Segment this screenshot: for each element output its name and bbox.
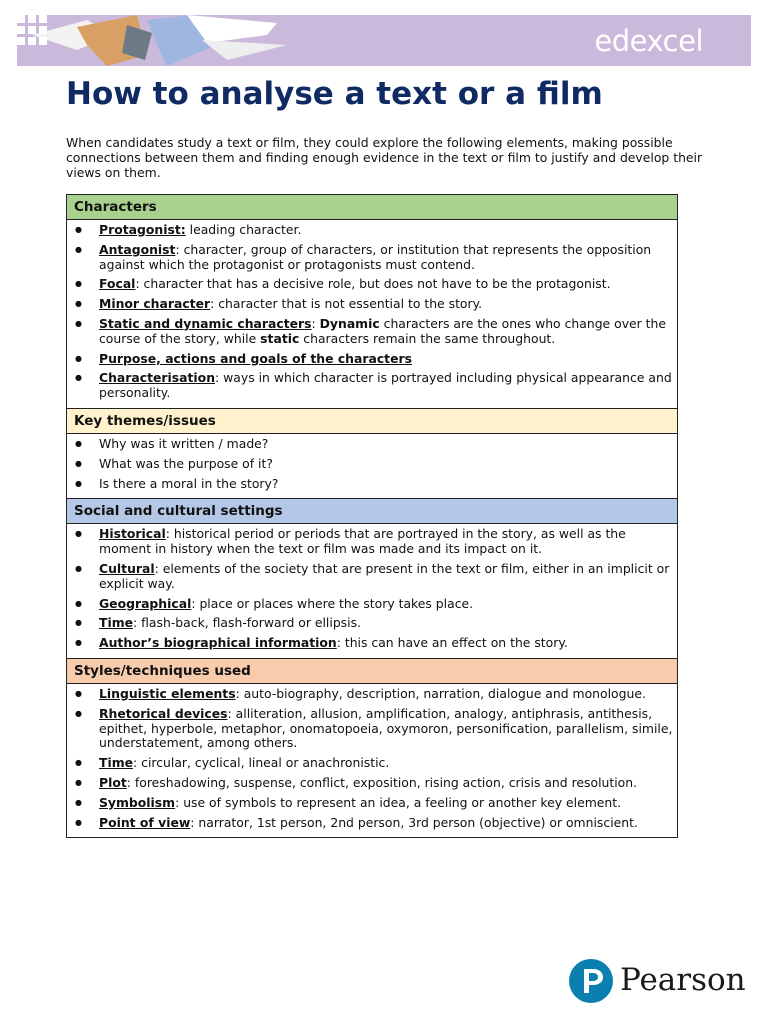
section-body-styles <box>67 684 677 837</box>
edexcel-grid-icon <box>17 15 47 45</box>
list-item: ● Cultural: elements of the society that are present in the text or film, either in an implicit or explicit way. <box>71 562 673 592</box>
list-item: ● Time: circular, cyclical, lineal or anachronistic. <box>71 756 673 771</box>
list-item: ● Minor character: character that is not essential to the story. <box>71 297 673 312</box>
section-heading-themes: Key themes/issues <box>67 409 677 434</box>
header-banner <box>17 15 751 66</box>
origami-bird-graphic <box>17 15 317 66</box>
intro-paragraph: When candidates study a text or film, they could explore the following elements, making possible connections between them and finding enough evidence in the text or film to justify and develop their views on them. <box>66 135 703 180</box>
edexcel-logo-text: edexcel <box>594 24 703 58</box>
section-heading-styles: Styles/techniques used <box>67 659 677 684</box>
section-body-settings <box>67 524 677 659</box>
list-item: ● Plot: foreshadowing, suspense, conflict, exposition, rising action, crisis and resolution. <box>71 776 673 791</box>
list-item: ● Symbolism: use of symbols to represent an idea, a feeling or another key element. <box>71 796 673 811</box>
pearson-logo-text: Pearson <box>620 962 746 998</box>
list-item: ● Linguistic elements: auto-biography, description, narration, dialogue and monologue. <box>71 687 673 702</box>
section-body-themes <box>67 434 677 499</box>
list-item: ● Point of view: narrator, 1st person, 2nd person, 3rd person (objective) or omniscient. <box>71 816 673 831</box>
section-heading-settings: Social and cultural settings <box>67 499 677 524</box>
page-title: How to analyse a text or a film <box>66 76 603 112</box>
list-item: ● Characterisation: ways in which character is portrayed including physical appearance and personality. <box>71 371 673 401</box>
list-item: ● Antagonist: character, group of characters, or institution that represents the opposition against which the protagonist or protagonists must contend. <box>71 243 673 273</box>
list-item: ● What was the purpose of it? <box>71 457 673 472</box>
list-item: ● Static and dynamic characters: Dynamic characters are the ones who change over the course of the story, while static characters remain the same throughout. <box>71 317 673 347</box>
analysis-table <box>66 194 678 838</box>
list-item: ● Focal: character that has a decisive role, but does not have to be the protagonist. <box>71 277 673 292</box>
list-item: ● Geographical: place or places where the story takes place. <box>71 597 673 612</box>
section-body-characters <box>67 220 677 409</box>
list-item: ● Why was it written / made? <box>71 437 673 452</box>
section-heading-characters: Characters <box>67 195 677 220</box>
list-item: ● Historical: historical period or periods that are portrayed in the story, as well as the moment in history when the text or film was made and its impact on it. <box>71 527 673 557</box>
list-item: ● Time: flash-back, flash-forward or ellipsis. <box>71 616 673 631</box>
list-item: ● Purpose, actions and goals of the characters <box>71 352 673 367</box>
list-item: ● Protagonist: leading character. <box>71 223 673 238</box>
list-item: ● Author’s biographical information: this can have an effect on the story. <box>71 636 673 651</box>
list-item: ● Rhetorical devices: alliteration, allusion, amplification, analogy, antiphrasis, antithesis, epithet, hyperbole, metaphor, onomatopoeia, oxymoron, personification, parallelism, simile, understatement, among others. <box>71 707 673 751</box>
list-item: ● Is there a moral in the story? <box>71 477 673 492</box>
